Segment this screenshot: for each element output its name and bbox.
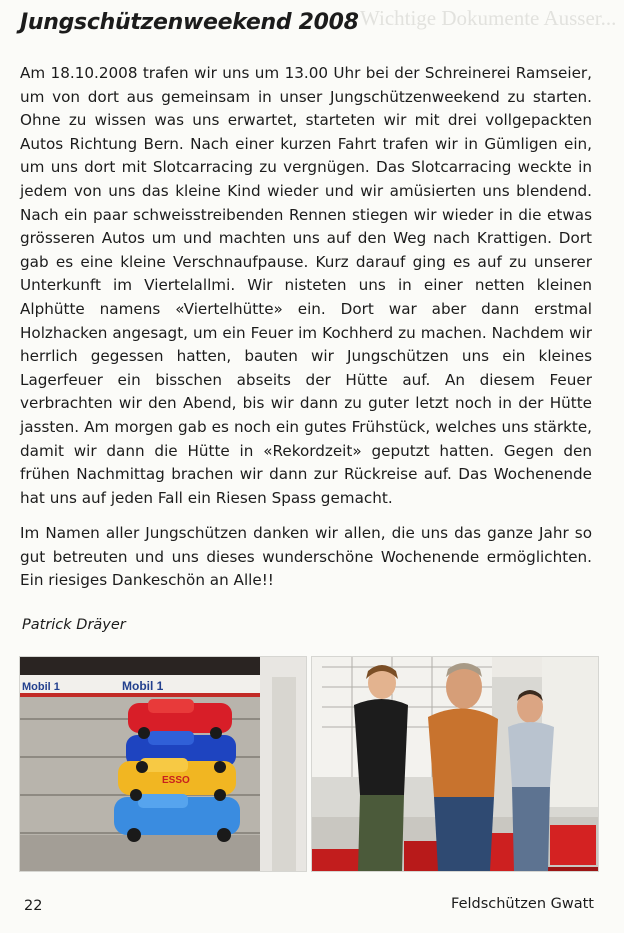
car-label: ESSO <box>162 775 190 786</box>
ad-label-1: Mobil 1 <box>22 681 60 693</box>
ad-label-2: Mobil 1 <box>122 679 164 693</box>
bleed-through-text: Wichtige Dokumente Ausser... <box>360 6 617 30</box>
article-paragraph-1: Am 18.10.2008 trafen wir uns um 13.00 Uhr bei der Schreinerei Ramseier, um von dort aus gemeinsam in unser Jungschützenweekend zu starten. Ohne zu wissen was uns erwartet, starteten wir mit drei vollgepackten Autos Richtung Bern. Nach einer kurzen Fahrt trafen wir in Gümligen ein, um uns dort mit Slotcarracing zu vergnügen. Das Slotcarracing weckte in jedem von uns das kleine Kind wieder und wir amüsierten uns blendend. Nach ein paar schweisstreibenden Rennen stiegen wir wieder in die etwas grösseren Autos um und machten uns auf den Weg nach Krattigen. Dort gab es eine kleine Verschnaufpause. Kurz darauf ging es auf zu unserer Unterkunft im Viertelallmi. Wir nisteten uns in einer netten kleinen Alphütte namens «Viertelhütte» ein. Dort war aber dann erstmal Holzhacken angesagt, um ein Feuer im Kochherd zu machen. Nachdem wir herrlich gegessen hatten, bauten wir Jungschützen uns ein kleines Lagerfeuer ein bisschen abseits der Hütte auf. An diesem Feuer verbrachten wir den Abend, bis wir dann zu guter letzt noch in der Hütte jassten. Am morgen gab es noch ein gutes Frühstück, welches uns stärkte, damit wir dann die Hütte in «Rekordzeit» geputzt hatten. Gegen den frühen Nachmittag brachen wir dann zur Rückreise auf. Das Wochenende hat uns auf jeden Fall ein Riesen Spass gemacht. <box>20 64 592 507</box>
club-name: Feldschützen Gwatt <box>451 896 594 912</box>
page-number: 22 <box>24 898 43 914</box>
article-paragraph-2: Im Namen aller Jungschützen danken wir allen, die uns das ganze Jahr so gut betreuten und uns dieses wunderschöne Wochenende ermöglichten. Ein riesiges Dankeschön an Alle!! <box>20 524 592 590</box>
slotcar-photo <box>19 656 307 872</box>
author-signature: Patrick Dräyer <box>22 617 126 633</box>
article-title: Jungschützenweekend 2008 <box>20 10 359 35</box>
racers-photo <box>311 656 599 872</box>
